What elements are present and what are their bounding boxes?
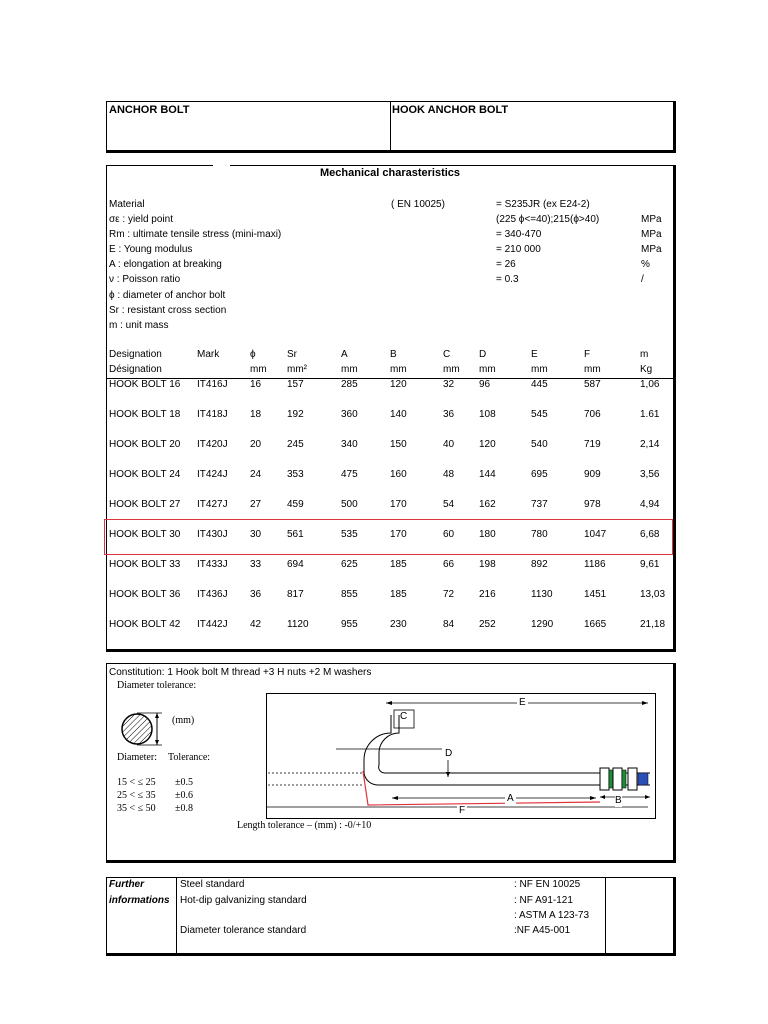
table-cell: 1130 <box>531 589 553 600</box>
table-cell: 30 <box>250 529 262 540</box>
table-cell: 72 <box>443 589 455 600</box>
prop-label: σε : yield point <box>109 214 173 225</box>
table-cell: 9,61 <box>640 559 660 570</box>
table-cell: IT430J <box>197 529 228 540</box>
table-cell: 2,14 <box>640 439 660 450</box>
column-header: Designation <box>109 349 162 360</box>
length-tolerance: Length tolerance – (mm) : -0/+10 <box>237 820 372 831</box>
table-cell: 33 <box>250 559 262 570</box>
hex-nut <box>628 768 637 790</box>
table-cell: 150 <box>390 439 407 450</box>
further-divider-left <box>176 878 177 953</box>
table-cell: 360 <box>341 409 358 420</box>
table-cell: 719 <box>584 439 601 450</box>
table-cell: 625 <box>341 559 358 570</box>
table-cell: 36 <box>250 589 262 600</box>
table-cell: 694 <box>287 559 304 570</box>
table-cell: 353 <box>287 469 304 480</box>
table-cell: IT416J <box>197 379 228 390</box>
table-cell: 737 <box>531 499 548 510</box>
further-divider-right <box>605 878 606 953</box>
standard-value: : ASTM A 123-73 <box>514 910 590 921</box>
table-cell: 500 <box>341 499 358 510</box>
table-cell: 13,03 <box>640 589 666 600</box>
table-cell: 340 <box>341 439 358 450</box>
table-cell: 192 <box>287 409 304 420</box>
table-cell: IT436J <box>197 589 228 600</box>
dim-label-d: D <box>445 748 453 759</box>
table-cell: 108 <box>479 409 496 420</box>
column-header: ϕ <box>250 349 256 360</box>
column-unit: Désignation <box>109 364 162 375</box>
column-unit: mm <box>250 364 267 375</box>
table-cell: 157 <box>287 379 304 390</box>
column-unit: mm <box>479 364 496 375</box>
prop-value: = S235JR (ex E24-2) <box>496 199 590 210</box>
hook-inner-edge <box>379 715 650 773</box>
prop-label: E : Young modulus <box>109 244 193 255</box>
table-cell: 3,56 <box>640 469 660 480</box>
table-cell: 587 <box>584 379 601 390</box>
table-cell: IT427J <box>197 499 228 510</box>
table-cell: 459 <box>287 499 304 510</box>
table-cell: 1665 <box>584 619 607 630</box>
dim-label-e: E <box>519 697 526 708</box>
diameter-tolerance-heading: Diameter tolerance: <box>117 680 197 691</box>
prop-value: (225 ϕ<=40);215(ϕ>40) <box>496 214 600 225</box>
table-row-designation: HOOK BOLT 18 <box>109 409 181 420</box>
table-cell: 84 <box>443 619 455 630</box>
standard-name: Diameter tolerance standard <box>180 925 307 936</box>
column-header: Sr <box>287 349 297 360</box>
table-cell: 978 <box>584 499 601 510</box>
column-unit: Kg <box>640 364 653 375</box>
table-row-designation: HOOK BOLT 33 <box>109 559 181 570</box>
table-cell: 20 <box>250 439 262 450</box>
column-unit: mm <box>584 364 601 375</box>
washer <box>622 770 626 788</box>
bolt-thread-end <box>638 773 648 785</box>
table-cell: 445 <box>531 379 548 390</box>
table-cell: 27 <box>250 499 262 510</box>
washer <box>609 770 613 788</box>
prop-norm: ( EN 10025) <box>391 199 445 210</box>
top-border-left <box>106 165 213 166</box>
column-header: D <box>479 349 487 360</box>
table-cell: IT442J <box>197 619 228 630</box>
prop-label: Rm : ultimate tensile stress (mini-maxi) <box>109 229 282 240</box>
prop-value: = 0.3 <box>496 274 519 285</box>
prop-label: Sr : resistant cross section <box>109 305 227 316</box>
column-header: A <box>341 349 348 360</box>
red-length-line <box>363 771 600 805</box>
dim-label-b: B <box>615 795 622 806</box>
table-cell: 955 <box>341 619 358 630</box>
prop-label: ϕ : diameter of anchor bolt <box>109 290 226 301</box>
table-cell: 1120 <box>287 619 309 630</box>
table-cell: 170 <box>390 529 407 540</box>
table-cell: 540 <box>531 439 548 450</box>
table-cell: 54 <box>443 499 455 510</box>
table-cell: 4,94 <box>640 499 660 510</box>
table-cell: IT433J <box>197 559 228 570</box>
mechanical-title: Mechanical charasteristics <box>320 167 461 179</box>
drawing-frame <box>267 694 656 819</box>
prop-unit: / <box>641 274 644 285</box>
table-cell: 1,06 <box>640 379 660 390</box>
hook-anchor-bolt-title: HOOK ANCHOR BOLT <box>392 104 509 116</box>
bar-section-circle <box>122 714 152 744</box>
column-unit: mm² <box>287 364 307 375</box>
anchor-bolt-title: ANCHOR BOLT <box>109 104 190 116</box>
table-cell: 1451 <box>584 589 607 600</box>
table-cell: 1047 <box>584 529 607 540</box>
prop-label: A : elongation at breaking <box>109 259 222 270</box>
table-cell: 66 <box>443 559 455 570</box>
table-cell: 48 <box>443 469 455 480</box>
table-cell: 780 <box>531 529 548 540</box>
mm-unit: (mm) <box>172 715 195 726</box>
table-cell: 855 <box>341 589 358 600</box>
table-cell: IT420J <box>197 439 228 450</box>
standard-value: :NF A45-001 <box>514 925 571 936</box>
table-cell: 120 <box>479 439 496 450</box>
top-border-right <box>230 165 673 166</box>
table-cell: 1290 <box>531 619 554 630</box>
table-cell: 252 <box>479 619 496 630</box>
column-header: B <box>390 349 397 360</box>
table-cell: 42 <box>250 619 262 630</box>
column-header: C <box>443 349 451 360</box>
header-divider <box>390 102 391 150</box>
table-cell: 198 <box>479 559 496 570</box>
table-row-designation: HOOK BOLT 16 <box>109 379 181 390</box>
standard-name: Hot-dip galvanizing standard <box>180 895 307 906</box>
table-cell: IT418J <box>197 409 228 420</box>
table-cell: 545 <box>531 409 548 420</box>
table-cell: 6,68 <box>640 529 660 540</box>
table-cell: 140 <box>390 409 407 420</box>
table-cell: 160 <box>390 469 407 480</box>
prop-value: = 210 000 <box>496 244 541 255</box>
table-cell: 909 <box>584 469 601 480</box>
table-cell: 216 <box>479 589 496 600</box>
tolerance-value: ±0.6 <box>175 790 193 801</box>
standard-value: : NF EN 10025 <box>514 879 581 890</box>
informations-label: informations <box>109 895 170 906</box>
hook-bolt-drawing <box>266 693 656 819</box>
prop-value: = 340-470 <box>496 229 542 240</box>
table-cell: 96 <box>479 379 491 390</box>
table-cell: 1.61 <box>640 409 660 420</box>
column-header: m <box>640 349 649 360</box>
table-cell: 892 <box>531 559 548 570</box>
prop-label: ν : Poisson ratio <box>109 274 181 285</box>
column-header: F <box>584 349 591 360</box>
table-cell: 185 <box>390 559 407 570</box>
column-header: Mark <box>197 349 220 360</box>
column-unit: mm <box>390 364 407 375</box>
table-row-designation: HOOK BOLT 27 <box>109 499 181 510</box>
table-cell: 32 <box>443 379 455 390</box>
table-cell: 120 <box>390 379 407 390</box>
column-unit: mm <box>341 364 358 375</box>
row-highlight <box>104 519 673 555</box>
table-cell: IT424J <box>197 469 228 480</box>
table-cell: 162 <box>479 499 496 510</box>
prop-label: Material <box>109 199 145 210</box>
table-cell: 561 <box>287 529 304 540</box>
hex-nut <box>613 768 622 790</box>
table-cell: 706 <box>584 409 601 420</box>
table-cell: 185 <box>390 589 407 600</box>
constitution-text: Constitution: 1 Hook bolt M thread +3 H nuts +2 M washers <box>109 667 372 678</box>
table-cell: 18 <box>250 409 262 420</box>
table-cell: 24 <box>250 469 262 480</box>
prop-unit: MPa <box>641 244 662 255</box>
table-row-designation: HOOK BOLT 42 <box>109 619 181 630</box>
table-cell: 285 <box>341 379 358 390</box>
table-cell: 36 <box>443 409 455 420</box>
table-cell: 230 <box>390 619 407 630</box>
hex-nut <box>600 768 609 790</box>
table-cell: 245 <box>287 439 304 450</box>
tolerance-value: ±0.8 <box>175 803 193 814</box>
prop-label: m : unit mass <box>109 320 169 331</box>
table-row-designation: HOOK BOLT 20 <box>109 439 181 450</box>
table-cell: 60 <box>443 529 455 540</box>
tolerance-value: ±0.5 <box>175 777 193 788</box>
prop-value: = 26 <box>496 259 516 270</box>
tolerance-range: 25 < ≤ 35 <box>117 790 156 801</box>
table-cell: 21,18 <box>640 619 666 630</box>
dim-label-c: C <box>400 711 408 722</box>
tolerance-label: Tolerance: <box>168 752 211 763</box>
table-row-designation: HOOK BOLT 30 <box>109 529 181 540</box>
table-cell: 1186 <box>584 559 606 570</box>
table-row-designation: HOOK BOLT 36 <box>109 589 181 600</box>
dim-label-a: A <box>507 793 514 804</box>
further-label: Further <box>109 879 144 890</box>
tolerance-range: 35 < ≤ 50 <box>117 803 156 814</box>
table-cell: 16 <box>250 379 262 390</box>
column-unit: mm <box>531 364 548 375</box>
table-cell: 695 <box>531 469 548 480</box>
standard-value: : NF A91-121 <box>514 895 573 906</box>
prop-unit: % <box>641 259 650 270</box>
diameter-label: Diameter: <box>117 752 157 763</box>
table-cell: 180 <box>479 529 496 540</box>
prop-unit: MPa <box>641 229 662 240</box>
table-row-designation: HOOK BOLT 24 <box>109 469 181 480</box>
table-cell: 40 <box>443 439 455 450</box>
table-cell: 535 <box>341 529 358 540</box>
title-header <box>106 101 676 153</box>
table-cell: 170 <box>390 499 407 510</box>
table-cell: 817 <box>287 589 304 600</box>
standard-name: Steel standard <box>180 879 245 890</box>
column-header: E <box>531 349 538 360</box>
table-header-rule <box>107 378 673 379</box>
dim-label-f: F <box>459 805 466 816</box>
table-cell: 144 <box>479 469 496 480</box>
table-cell: 475 <box>341 469 358 480</box>
prop-unit: MPa <box>641 214 662 225</box>
tolerance-range: 15 < ≤ 25 <box>117 777 156 788</box>
column-unit: mm <box>443 364 460 375</box>
